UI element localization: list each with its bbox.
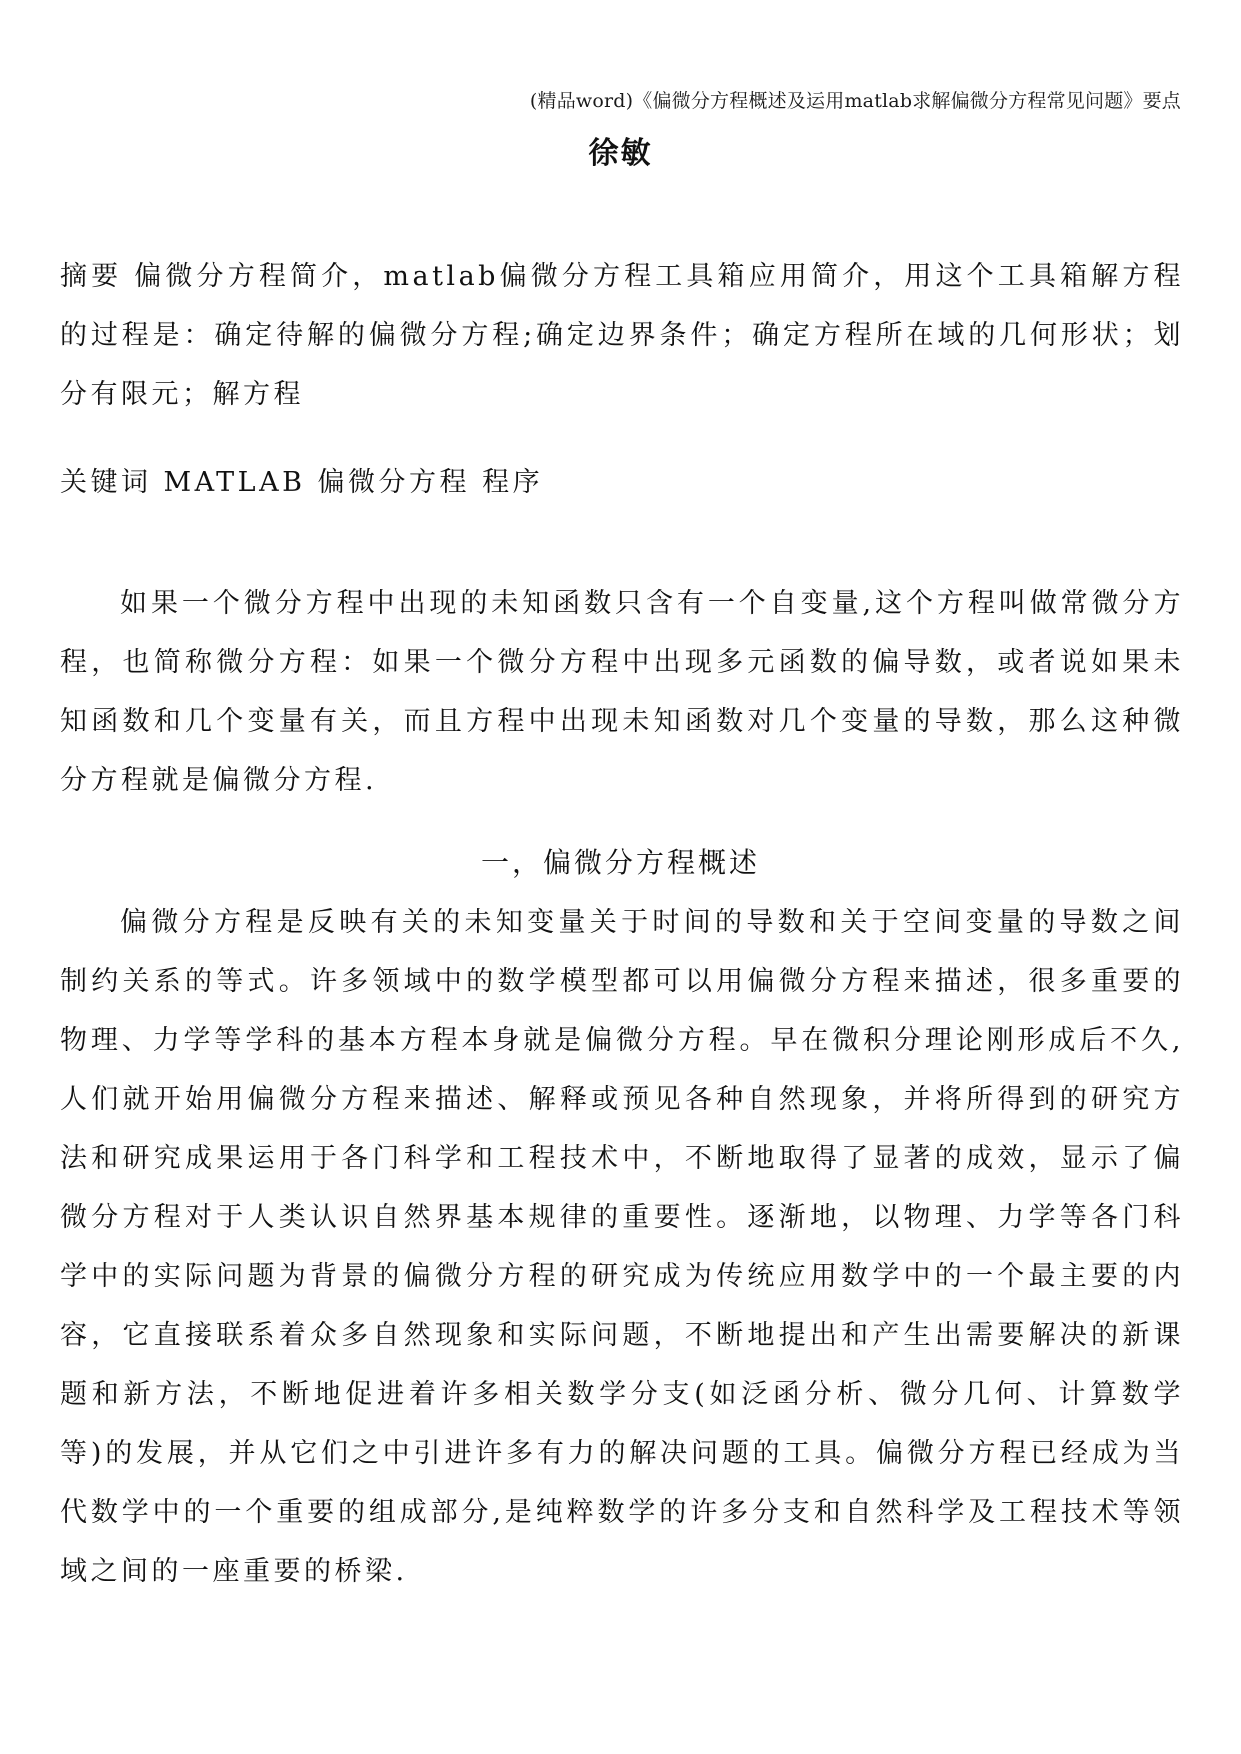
abstract-paragraph <box>60 247 1184 424</box>
abstract-label: 摘要 <box>60 261 123 292</box>
keywords-text: MATLAB 偏微分方程 程序 <box>163 467 544 498</box>
intro-paragraph: 如果一个微分方程中出现的未知函数只含有一个自变量,这个方程叫做常微分方程，也简称微分方程：如果一个微分方程中出现多元函数的偏导数，或者说如果未知函数和几个变量有关，而且方程中出现未知函数对几个变量的导数，那么这种微分方程就是偏微分方程. <box>60 588 1184 796</box>
abstract-text: 偏微分方程简介，matlab偏微分方程工具箱应用简介，用这个工具箱解方程的过程是：确定待解的偏微分方程;确定边界条件；确定方程所在域的几何形状；划分有限元；解方程 <box>60 261 1184 410</box>
section-heading: 一，偏微分方程概述 <box>480 846 760 879</box>
keywords-label: 关键词 <box>60 467 152 498</box>
author-name: 徐敏 <box>588 136 653 171</box>
section-body-paragraph: 偏微分方程是反映有关的未知变量关于时间的导数和关于空间变量的导数之间制约关系的等式。许多领域中的数学模型都可以用偏微分方程来描述，很多重要的物理、力学等学科的基本方程本身就是偏微分方程。早在微积分理论刚形成后不久,人们就开始用偏微分方程来描述、解释或预见各种自然现象，并将所得到的研究方法和研究成果运用于各门科学和工程技术中，不断地取得了显著的成效，显示了偏微分方程对于人类认识自然界基本规律的重要性。逐渐地，以物理、力学等各门科学中的实际问题为背景的偏微分方程的研究成为传统应用数学中的一个最主要的内容，它直接联系着众多自然现象和实际问题，不断地提出和产生出需要解决的新课题和新方法，不断地促进着许多相关数学分支(如泛函分析、微分几何、计算数学等)的发展，并从它们之中引进许多有力的解决问题的工具。偏微分方程已经成为当代数学中的一个重要的组成部分,是纯粹数学的许多分支和自然科学及工程技术等领域之间的一座重要的桥梁. <box>60 907 1184 1587</box>
keywords-line <box>60 453 1184 512</box>
running-header: (精品word)《偏微分方程概述及运用matlab求解偏微分方程常见问题》要点 <box>529 90 1181 112</box>
